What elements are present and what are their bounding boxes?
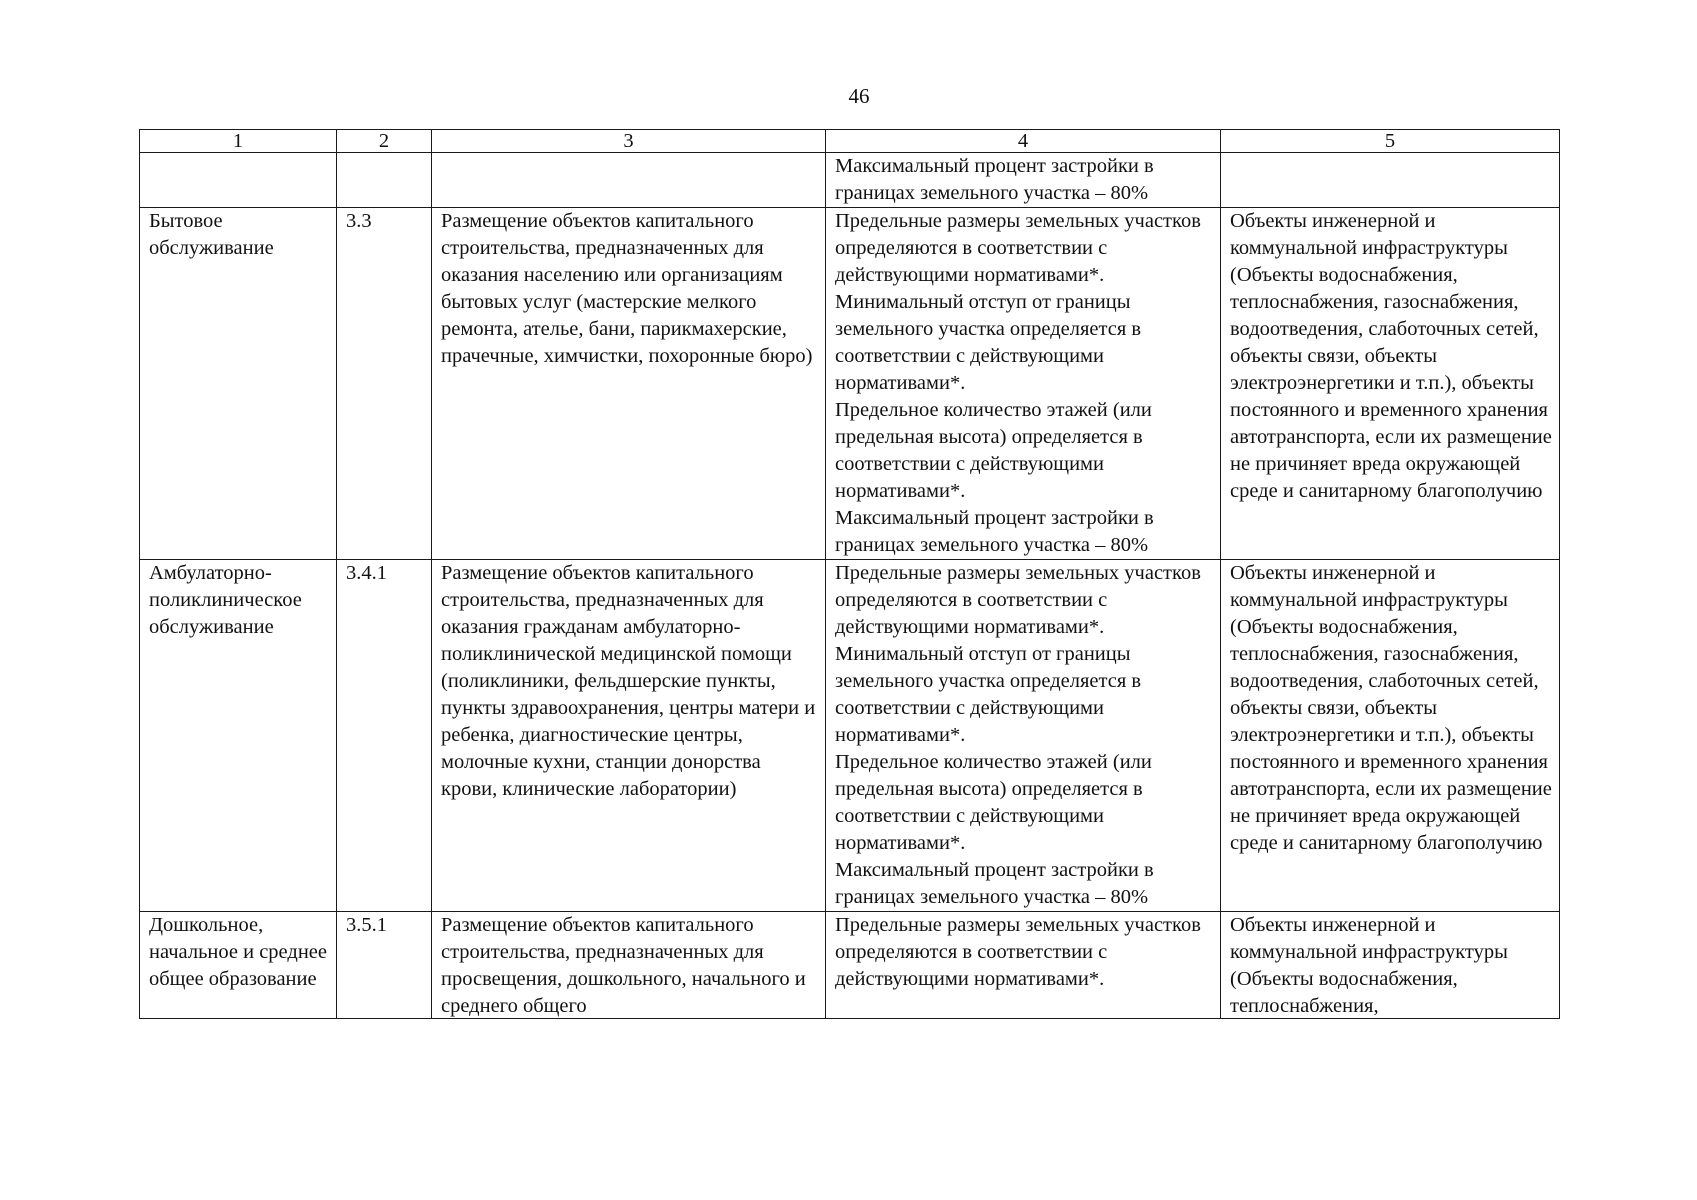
- cell-auxiliary: Объекты инженерной и коммунальной инфраструктуры (Объекты водоснабжения, теплоснабжения, газоснабжения, водоотведения, слаботочных сетей, объекты связи, объекты электроэнергетики и т.п.), объекты постоянного и временного хранения автотранспорта, если их размещение не причиняет вреда окружающей среде и санитарному благополучию: [1221, 208, 1560, 560]
- cell-auxiliary: [1221, 153, 1560, 208]
- regulations-table: [139, 129, 1560, 1019]
- cell-code: [337, 153, 432, 208]
- cell-parameters: [826, 560, 1221, 912]
- parameter-text: Предельное количество этажей (или предельная высота) определяется в соответствии с действующими нормативами*.: [835, 751, 1152, 854]
- parameter-text: Минимальный отступ от границы земельного участка определяется в соответствии с действующими нормативами*.: [835, 291, 1142, 394]
- table-row: [140, 208, 1560, 560]
- header-col-2: 2: [337, 130, 432, 153]
- parameter-text: Предельные размеры земельных участков определяются в соответствии с действующими нормативами*.: [835, 562, 1201, 638]
- cell-auxiliary: Объекты инженерной и коммунальной инфраструктуры (Объекты водоснабжения, теплоснабжения, газоснабжения, водоотведения, слаботочных сетей, объекты связи, объекты электроэнергетики и т.п.), объекты постоянного и временного хранения автотранспорта, если их размещение не причиняет вреда окружающей среде и санитарному благополучию: [1221, 560, 1560, 912]
- cell-parameters: [826, 912, 1221, 1019]
- cell-parameters: [826, 208, 1221, 560]
- cell-code: 3.4.1: [337, 560, 432, 912]
- auxiliary-text: Объекты инженерной и коммунальной инфраструктуры (Объекты водоснабжения, теплоснабжения,: [1230, 914, 1508, 1017]
- table-row: [140, 560, 1560, 912]
- cell-code: [337, 912, 432, 1019]
- cell-description: Размещение объектов капитального строительства, предназначенных для оказания гражданам амбулаторно-поликлинической медицинской помощи (поликлиники, фельдшерские пункты, пункты здравоохранения, центры матери и ребенка, диагностические центры, молочные кухни, станции донорства крови, клинические лаборатории): [432, 560, 826, 912]
- cell-parameters: Максимальный процент застройки в границах земельного участка – 80%: [826, 153, 1221, 208]
- parameter-text: Минимальный отступ от границы земельного участка определяется в соответствии с действующими нормативами*.: [835, 643, 1142, 746]
- name-text: Дошкольное, начальное и среднее общее образование: [149, 914, 327, 990]
- cell-name: [140, 912, 337, 1019]
- cell-description: Размещение объектов капитального строительства, предназначенных для оказания населению или организациям бытовых услуг (мастерские мелкого ремонта, ателье, бани, парикмахерские, прачечные, химчистки, похоронные бюро): [432, 208, 826, 560]
- code-text: 3.5.1: [346, 914, 387, 936]
- parameter-text: Максимальный процент застройки в границах земельного участка – 80%: [835, 507, 1154, 556]
- cell-auxiliary: [1221, 912, 1560, 1019]
- parameter-text: Предельное количество этажей (или предельная высота) определяется в соответствии с действующими нормативами*.: [835, 399, 1152, 502]
- header-row: [140, 130, 1560, 153]
- cell-name: Амбулаторно-поликлиническое обслуживание: [140, 560, 337, 912]
- header-col-3: 3: [432, 130, 826, 153]
- parameter-text: Предельные размеры земельных участков определяются в соответствии с действующими нормативами*.: [835, 210, 1201, 286]
- parameter-text: Максимальный процент застройки в границах земельного участка – 80%: [835, 859, 1154, 908]
- page-number: 46: [848, 84, 870, 108]
- cell-code: 3.3: [337, 208, 432, 560]
- cell-name: [140, 153, 337, 208]
- header-col-4: 4: [826, 130, 1221, 153]
- continuation-row: [140, 153, 1560, 208]
- parameter-text: Предельные размеры земельных участков определяются в соответствии с действующими нормативами*.: [835, 914, 1201, 990]
- cell-description: [432, 153, 826, 208]
- table-row: [140, 912, 1560, 1019]
- header-col-1: 1: [140, 130, 337, 153]
- header-col-5: 5: [1221, 130, 1560, 153]
- cell-name: Бытовое обслуживание: [140, 208, 337, 560]
- description-text: Размещение объектов капитального строительства, предназначенных для просвещения, дошкольного, начального и среднего общего: [441, 914, 806, 1017]
- cell-description: [432, 912, 826, 1019]
